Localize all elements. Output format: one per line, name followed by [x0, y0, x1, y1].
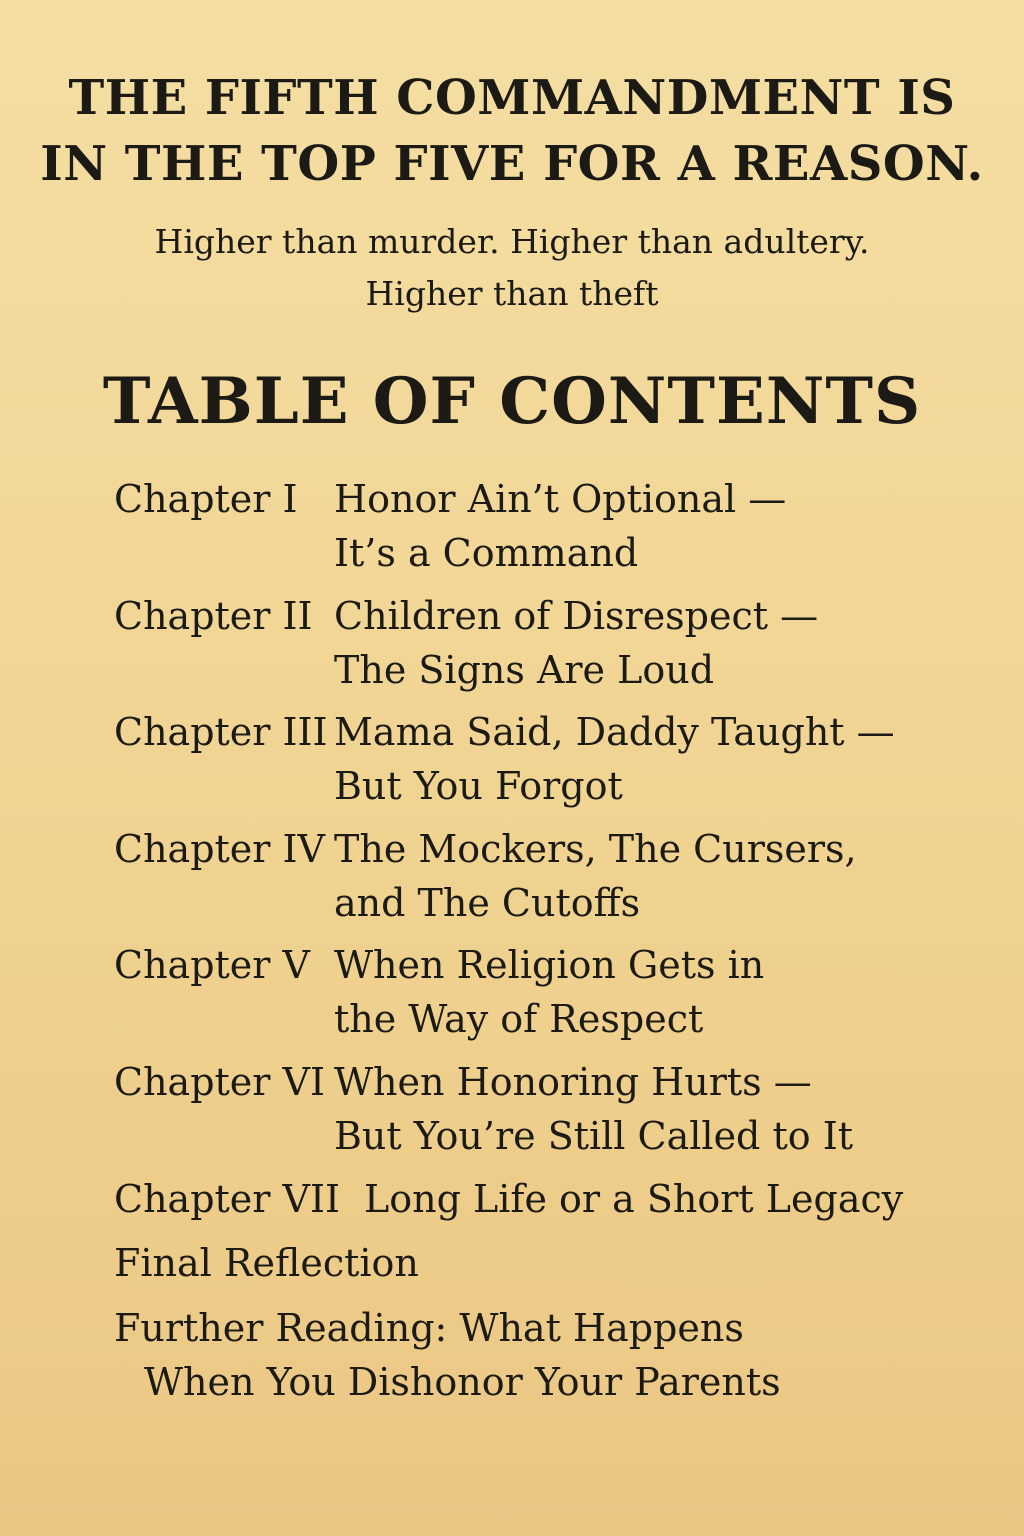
chapter-title	[364, 1172, 903, 1226]
chapter-title-line: the Way of Respect	[334, 997, 704, 1041]
subheading-line-2: Higher than theft	[365, 274, 659, 313]
table-of-contents-title: TABLE OF CONTENTS	[102, 364, 922, 439]
toc-entry-further-reading	[114, 1301, 994, 1409]
chapter-title	[334, 938, 764, 1046]
chapter-title-line: When Religion Gets in	[334, 943, 765, 987]
chapter-title-line: Mama Said, Daddy Taught —	[334, 710, 895, 754]
chapter-title-line: But You’re Still Called to It	[334, 1114, 853, 1158]
chapter-number: Chapter III	[114, 710, 328, 754]
headline-line-2: IN THE TOP FIVE FOR A REASON.	[40, 136, 984, 192]
chapter-number: Chapter VII	[114, 1177, 340, 1221]
chapter-title-line: The Signs Are Loud	[334, 648, 715, 692]
chapter-title-line: Honor Ain’t Optional —	[334, 477, 787, 521]
chapter-title	[334, 589, 818, 697]
chapter-title-line: It’s a Command	[334, 531, 639, 575]
chapter-title	[334, 1055, 853, 1163]
chapter-number: Chapter I	[114, 477, 298, 521]
final-reflection-label: Final Reflection	[114, 1241, 419, 1285]
chapter-number: Chapter II	[114, 594, 313, 638]
chapter-title-line: The Mockers, The Cursers,	[334, 827, 857, 871]
chapter-number: Chapter IV	[114, 827, 325, 871]
chapter-title	[334, 822, 857, 930]
subheading-line-1: Higher than murder. Higher than adultery.	[154, 222, 870, 261]
chapter-title	[334, 472, 786, 580]
chapter-title-line: When Honoring Hurts —	[334, 1060, 812, 1104]
further-reading-line: When You Dishonor Your Parents	[144, 1360, 781, 1404]
chapter-title-line: Children of Disrespect —	[334, 594, 819, 638]
chapter-title-line: But You Forgot	[334, 764, 623, 808]
chapter-number: Chapter V	[114, 943, 310, 987]
chapter-title-line: and The Cutoffs	[334, 881, 641, 925]
chapter-title	[334, 705, 895, 813]
chapter-number: Chapter VI	[114, 1060, 325, 1104]
headline-line-1: THE FIFTH COMMANDMENT IS	[68, 70, 956, 126]
chapter-title-line: Long Life or a Short Legacy	[364, 1177, 904, 1221]
toc-entry-final-reflection	[114, 1236, 994, 1290]
further-reading-line: Further Reading: What Happens	[114, 1306, 744, 1350]
